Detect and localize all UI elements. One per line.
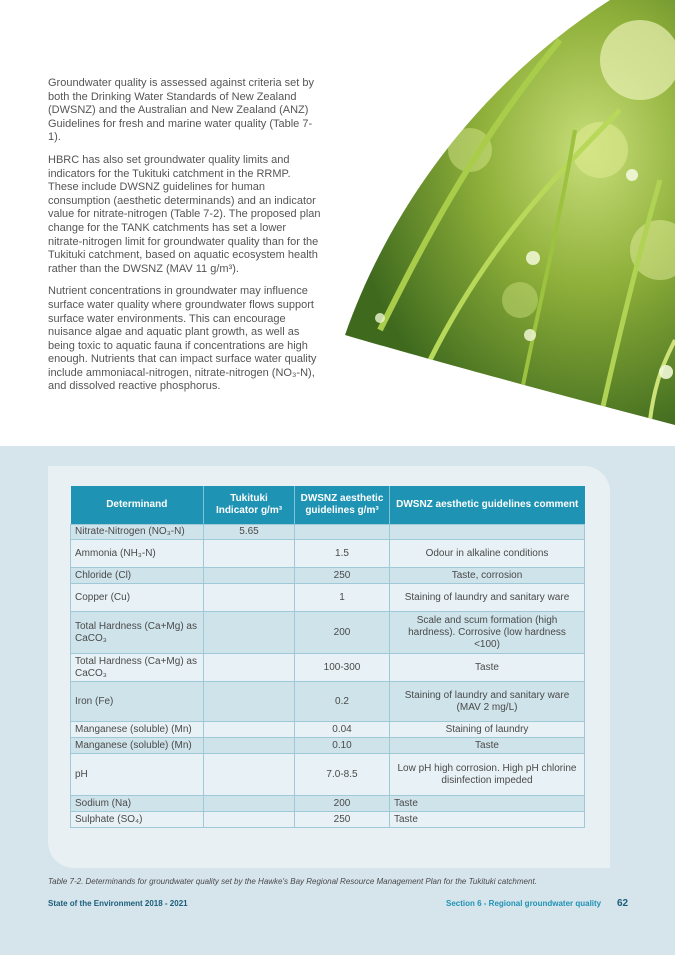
footer-report-title: State of the Environment 2018 - 2021 bbox=[48, 899, 188, 908]
table-row bbox=[71, 812, 585, 828]
cell-comment: Taste bbox=[390, 654, 585, 682]
cell-indicator bbox=[204, 612, 295, 654]
cell-determinand: pH bbox=[71, 754, 204, 796]
intro-text bbox=[48, 77, 323, 403]
intro-paragraph-2: HBRC has also set groundwater quality limits and indicators for the Tukituki catchment in the RRMP. These include DWSNZ guidelines for human consumption (aesthetic determinands) and an indicator value for nitrate-nitrogen (Table 7-2). The proposed plan change for the TANK catchments has set a lower nitrate-nitrogen limit for groundwater quality than for the Tukituki catchment, based on aquatic ecosystem health rather than the DWSNZ (MAV 11 g/m³). bbox=[48, 153, 321, 275]
cell-determinand: Ammonia (NH₃-N) bbox=[71, 540, 204, 568]
table-row bbox=[71, 722, 585, 738]
cell-indicator: 5.65 bbox=[204, 525, 295, 540]
cell-comment: Taste bbox=[390, 796, 585, 812]
table-row bbox=[71, 525, 585, 540]
cell-comment: Odour in alkaline conditions bbox=[390, 540, 585, 568]
cell-guideline: 1.5 bbox=[295, 540, 390, 568]
cell-determinand: Nitrate-Nitrogen (NO₃-N) bbox=[71, 525, 204, 540]
table-header-row bbox=[71, 486, 585, 525]
cell-comment: Taste, corrosion bbox=[390, 568, 585, 584]
header-comment: DWSNZ aesthetic guidelines comment bbox=[390, 486, 585, 525]
cell-comment: Staining of laundry bbox=[390, 722, 585, 738]
cell-indicator bbox=[204, 754, 295, 796]
header-indicator: Tukituki Indicator g/m³ bbox=[204, 486, 295, 525]
page-number: 62 bbox=[617, 898, 629, 909]
cell-determinand: Copper (Cu) bbox=[71, 584, 204, 612]
intro-paragraph-3: Nutrient concentrations in groundwater may influence surface water quality where groundwater flows support surface water environments. This can encourage nuisance algae and aquatic plant growth, as well as being toxic to aquatic fauna if concentrations are high enough. Nutrients that can impact surface water quality include ammoniacal-nitrogen, nitrate-nitrogen (NO₃-N), and dissolved reactive phosphorus. bbox=[48, 285, 317, 393]
cell-determinand: Manganese (soluble) (Mn) bbox=[71, 738, 204, 754]
cell-guideline: 250 bbox=[295, 812, 390, 828]
cell-comment: Taste bbox=[390, 738, 585, 754]
cell-indicator bbox=[204, 738, 295, 754]
cell-guideline: 250 bbox=[295, 568, 390, 584]
cell-comment: Scale and scum formation (high hardness). Corrosive (low hardness <100) bbox=[390, 612, 585, 654]
table-row bbox=[71, 612, 585, 654]
table-row bbox=[71, 654, 585, 682]
cell-comment: Low pH high corrosion. High pH chlorine disinfection impeded bbox=[390, 754, 585, 796]
cell-determinand: Chloride (Cl) bbox=[71, 568, 204, 584]
cell-indicator bbox=[204, 540, 295, 568]
cell-guideline: 0.2 bbox=[295, 682, 390, 722]
cell-comment: Staining of laundry and sanitary ware (MAV 2 mg/L) bbox=[390, 682, 585, 722]
cell-comment: Taste bbox=[390, 812, 585, 828]
cell-determinand: Sulphate (SO₄) bbox=[71, 812, 204, 828]
cell-determinand: Iron (Fe) bbox=[71, 682, 204, 722]
cell-guideline: 200 bbox=[295, 612, 390, 654]
cell-determinand: Sodium (Na) bbox=[71, 796, 204, 812]
table-caption: Table 7-2. Determinands for groundwater quality set by the Hawke's Bay Regional Resource Management Plan for the Tukituki catchment. bbox=[48, 877, 537, 886]
cell-indicator bbox=[204, 796, 295, 812]
table-row bbox=[71, 584, 585, 612]
cell-indicator bbox=[204, 584, 295, 612]
cell-comment bbox=[390, 525, 585, 540]
table-row bbox=[71, 568, 585, 584]
cell-guideline: 100-300 bbox=[295, 654, 390, 682]
cell-determinand: Manganese (soluble) (Mn) bbox=[71, 722, 204, 738]
cell-guideline: 0.10 bbox=[295, 738, 390, 754]
cell-indicator bbox=[204, 722, 295, 738]
table-row bbox=[71, 738, 585, 754]
footer-section-label: Section 6 - Regional groundwater quality bbox=[446, 899, 602, 908]
table-row bbox=[71, 682, 585, 722]
cell-indicator bbox=[204, 682, 295, 722]
header-determinand: Determinand bbox=[71, 486, 204, 525]
cell-guideline: 1 bbox=[295, 584, 390, 612]
cell-determinand: Total Hardness (Ca+Mg) as CaCO₃ bbox=[71, 654, 204, 682]
header-guideline: DWSNZ aesthetic guidelines g/m³ bbox=[295, 486, 390, 525]
intro-paragraph-1: Groundwater quality is assessed against criteria set by both the Drinking Water Standards of New Zealand (DWSNZ) and the Australian and New Zealand (ANZ) Guidelines for fresh and marine water quality (Table 7-1). bbox=[48, 77, 314, 144]
determinands-table bbox=[70, 486, 585, 828]
cell-indicator bbox=[204, 812, 295, 828]
table-row bbox=[71, 754, 585, 796]
cell-indicator bbox=[204, 568, 295, 584]
cell-guideline: 0.04 bbox=[295, 722, 390, 738]
cell-indicator bbox=[204, 654, 295, 682]
cell-comment: Staining of laundry and sanitary ware bbox=[390, 584, 585, 612]
cell-guideline: 7.0-8.5 bbox=[295, 754, 390, 796]
cell-determinand: Total Hardness (Ca+Mg) as CaCO₃ bbox=[71, 612, 204, 654]
cell-guideline: 200 bbox=[295, 796, 390, 812]
table-row bbox=[71, 540, 585, 568]
table-row bbox=[71, 796, 585, 812]
cell-guideline bbox=[295, 525, 390, 540]
